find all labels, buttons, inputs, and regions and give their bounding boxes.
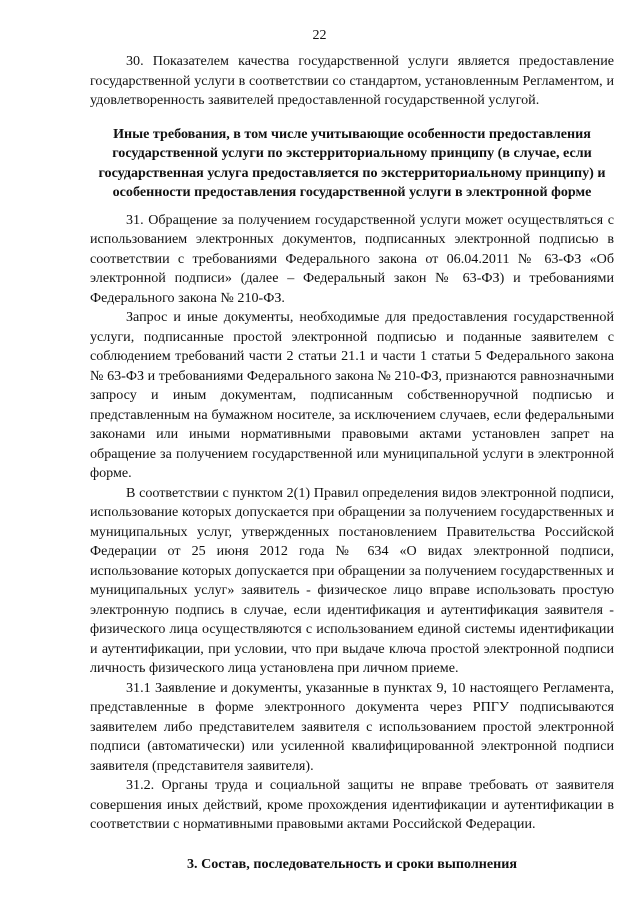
- paragraph-31-2: 31.2. Органы труда и социальной защиты не вправе требовать от заявителя совершения иных действий, кроме прохождения идентификации и аутентификации в соответствии с нормативными правовыми актами Российской Федерации.: [90, 777, 614, 832]
- page-number: 22: [312, 28, 327, 43]
- paragraph-simple-signature: В соответствии с пунктом 2(1) Правил определения видов электронной подписи, использование которых допускается при обращении за получением государственных и муниципальных услуг, утвержденных постановлением Правительства Российской Федерации от 25 июня 2012 года № 634 «О видах электронной подписи, использование которых допускается при обращении за получением государственных и муниципальных услуг» заявитель - физическое лицо вправе использовать простую электронную подпись в случае, если идентификация и аутентификация заявителя - физического лица осуществляются с использованием единой системы идентификации и аутентификации, при условии, что при выдаче ключа простой электронной подписи личность физического лица установлена при личном приеме.: [90, 484, 614, 676]
- paragraph-31: 31. Обращение за получением государственной услуги может осуществляться с использованием электронных документов, подписанных электронной подписью в соответствии с требованиями Федерального закона от 06.04.2011 № 63-ФЗ «Об электронной подписи» (далее – Федеральный закон № 63-ФЗ) и требованиями Федерального закона № 210-ФЗ.: [90, 211, 614, 306]
- page-content: [90, 52, 614, 874]
- paragraph-30: 30. Показателем качества государственной услуги является предоставление государственной услуги в соответствии со стандартом, установленным Регламентом, и удовлетворенность заявителей предоставленной государственной услугой.: [90, 53, 614, 108]
- section-subheading: Иные требования, в том числе учитывающие особенности предоставления государственной услуги по экстерриториальному принципу (в случае, если государственная услуга предоставляется по экстерриториальному принципу) и особенности предоставления государственной услуги в электронной форме: [98, 125, 606, 200]
- paragraph-31-1: 31.1 Заявление и документы, указанные в пунктах 9, 10 настоящего Регламента, представленные в форме электронного документа через РПГУ подписываются заявителем либо представителем заявителя с использованием простой электронной подписи (автоматически) или усиленной квалифицированной электронной подписи заявителя (представителя заявителя).: [90, 679, 614, 774]
- paragraph-request-documents: Запрос и иные документы, необходимые для предоставления государственной услуги, подписанные простой электронной подписью и поданные заявителем с соблюдением требований части 2 статьи 21.1 и части 1 статьи 5 Федерального закона № 63-ФЗ и требованиями Федерального закона № 210-ФЗ, признаются равнозначными запросу и иным документам, подписанным собственноручной подписью и представленным на бумажном носителе, за исключением случаев, если федеральными законами или иными нормативными правовыми актами установлен запрет на обращение за получением государственной или муниципальной услуги в электронной форме.: [90, 309, 614, 481]
- section-heading: 3. Состав, последовательность и сроки выполнения: [186, 855, 518, 872]
